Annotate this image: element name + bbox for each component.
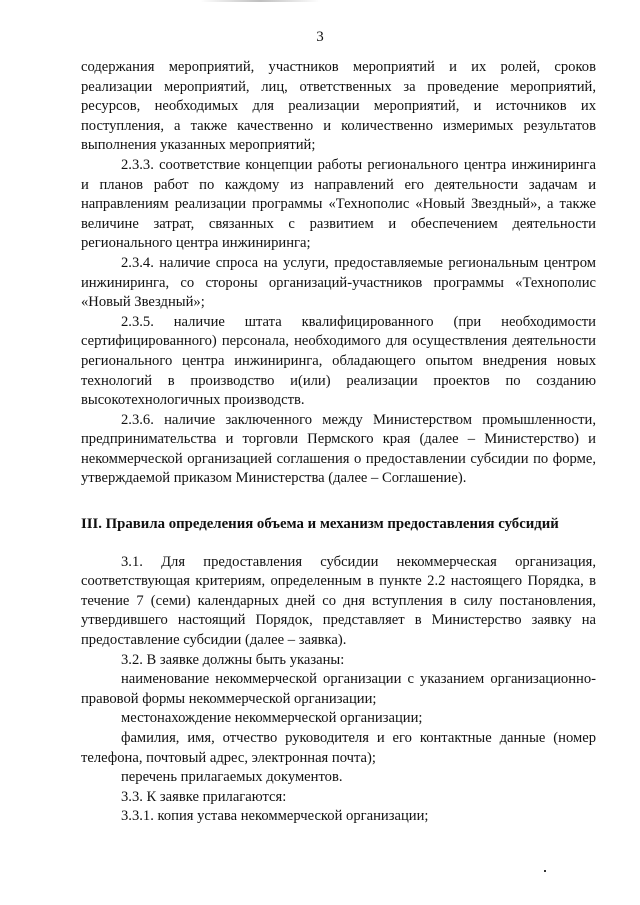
paragraph-3-2: 3.2. В заявке должны быть указаны:	[121, 651, 345, 668]
document-body	[81, 58, 596, 827]
list-item-documents: перечень прилагаемых документов.	[121, 769, 343, 786]
paragraph-continuation: содержания мероприятий, участников мероприятий и их ролей, сроков реализации мероприятий, лиц, ответственных за проведение мероприятий, ресурсов, необходимых для реализации мероприятий, и источников их поступления, а также качественно и количественно измеримых результатов выполнения указанных мероприятий;	[81, 59, 596, 154]
page-number: 3	[316, 29, 324, 45]
scan-edge-artifact	[200, 0, 320, 2]
paragraph-2-3-5: 2.3.5. наличие штата квалифицированного (при необходимости сертифицированного) персонала, необходимого для осуществления деятельности регионального центра инжиниринга, обладающего опытом внедрения новых технологий в производство и(или) реализации проектов по созданию высокотехнологичных производств.	[81, 313, 596, 409]
paragraph-2-3-4: 2.3.4. наличие спроса на услуги, предоставляемые региональным центром инжиниринга, со стороны организаций-участников программы «Технополис «Новый Звездный»;	[81, 254, 596, 311]
list-item-director: фамилия, имя, отчество руководителя и его контактные данные (номер телефона, почтовый адрес, электронная почта);	[81, 730, 596, 766]
paragraph-3-3-1: 3.3.1. копия устава некоммерческой организации;	[121, 808, 429, 825]
list-item-location: местонахождение некоммерческой организации;	[121, 710, 423, 727]
list-item-name: наименование некоммерческой организации с указанием организационно-правовой формы некоммерческой организации;	[81, 671, 596, 707]
paragraph-3-1: 3.1. Для предоставления субсидии некоммерческая организация, соответствующая критериям, определенным в пункте 2.2 настоящего Порядка, в течение 7 (семи) календарных дней со дня вступления в силу постановления, утвердившего настоящий Порядок, представляет в Министерство заявку на предоставление субсидии (далее – заявка).	[81, 553, 596, 649]
paragraph-2-3-3: 2.3.3. соответствие концепции работы регионального центра инжиниринга и планов работ по каждому из направлений его деятельности задачам и направлениям реализации программы «Технополис «Новый Звездный», а также величине затрат, связанных с развитием и обеспечением деятельности регионального центра инжиниринга;	[81, 156, 596, 252]
section-heading: III. Правила определения объема и механизм предоставления субсидий	[81, 516, 559, 533]
paragraph-2-3-6: 2.3.6. наличие заключенного между Министерством промышленности, предпринимательства и торговли Пермского края (далее – Министерство) и некоммерческой организацией соглашения о предоставлении субсидии по форме, утверждаемой приказом Министерства (далее – Соглашение).	[81, 411, 596, 487]
stray-mark	[544, 870, 546, 872]
paragraph-3-3: 3.3. К заявке прилагаются:	[121, 788, 287, 805]
